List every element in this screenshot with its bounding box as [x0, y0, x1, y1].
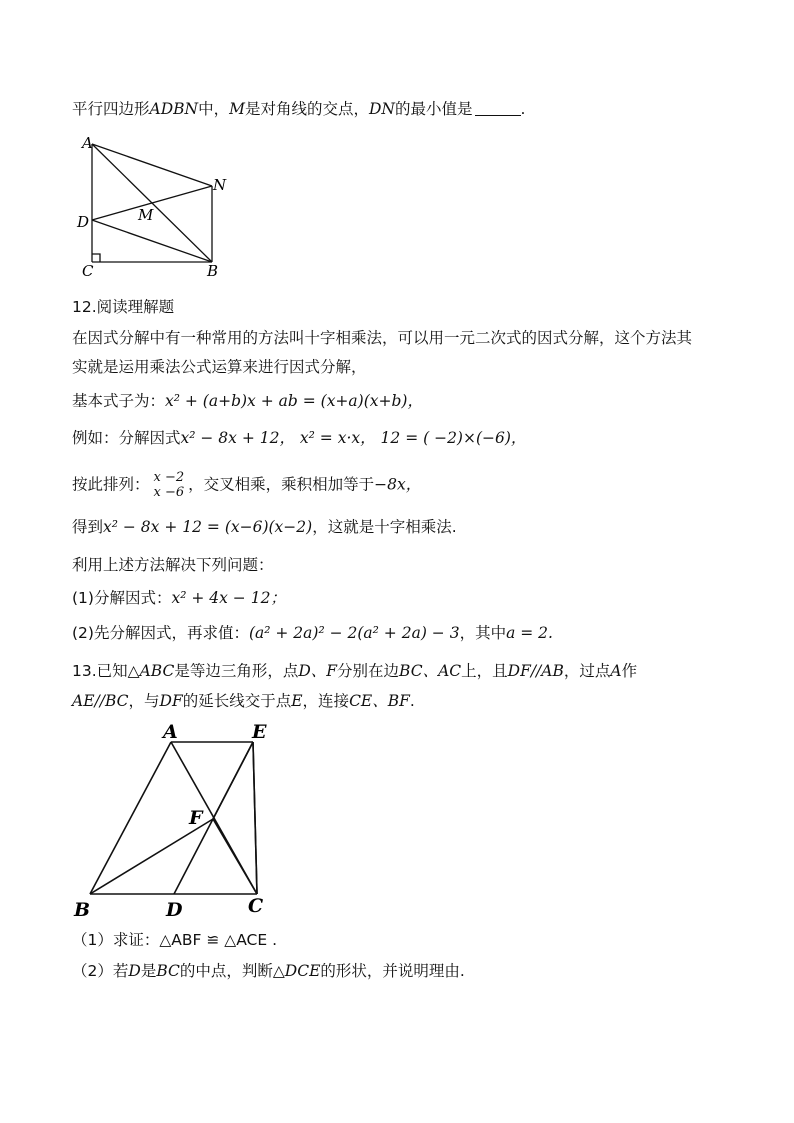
q13-text: 是等边三角形，点 [174, 662, 299, 680]
label-f: F [189, 807, 203, 829]
q12-result [72, 516, 457, 538]
q13-math: E [291, 692, 303, 710]
q13-math: △DCE [272, 962, 321, 980]
q11-shape: ADBN [149, 100, 199, 118]
label-a: A [163, 721, 178, 743]
q12-p1-expr: x² + 4x − 12； [171, 589, 286, 607]
q11-text-part: 是对角线的交点， [244, 100, 369, 118]
q13-math: A [610, 662, 622, 680]
label-b: B [74, 899, 91, 920]
q11-text-part: 的最小值是 [395, 100, 473, 118]
label-b: B [207, 262, 219, 280]
q13-figure [70, 720, 290, 920]
q12-intro-2: 实就是运用乘法公式运算来进行因式分解， [72, 358, 367, 376]
q12-p2-expr: (a² + 2a)² − 2(a² + 2a) − 3 [248, 624, 460, 642]
q11-figure [70, 130, 240, 280]
q11-text-part: 平行四边形 [72, 100, 150, 118]
q13-part1: （1）求证：△ABF ≌ △ACE . [72, 931, 277, 949]
q12-example [72, 427, 526, 449]
q13-text: 是 [140, 962, 157, 980]
q12-p2-label: (2)先分解因式，再求值： [72, 624, 249, 642]
q11-segment: DN [369, 100, 395, 118]
q13-line-2 [72, 690, 415, 712]
cross-diagram [154, 470, 185, 500]
q12-result-formula: x² − 8x + 12 = (x−6)(x−2) [103, 518, 313, 536]
q12-part1 [72, 587, 286, 609]
q13-text: 的延长线交于点 [182, 692, 292, 710]
q13-math: DF//AB [507, 662, 564, 680]
q12-basic-formula: x² + (a+b)x + ab = (x+a)(x+b)， [165, 392, 423, 410]
q13-text: 上，且 [461, 662, 508, 680]
q13-math: BC、AC [399, 662, 462, 680]
q13-math: △ABC [127, 662, 175, 680]
q13-text: ，连接 [302, 692, 350, 710]
q12-example-expr: x² − 8x + 12 [180, 429, 280, 447]
q13-text: 13.已知 [72, 662, 128, 680]
label-d: D [77, 213, 90, 231]
label-m: M [138, 206, 154, 224]
q12-intro-1: 在因式分解中有一种常用的方法叫十字相乘法，可以用一元二次式的因式分解，这个方法其 [72, 329, 693, 347]
q13-math: BC [156, 962, 180, 980]
q12-result-rest: ，这就是十字相乘法. [312, 518, 457, 536]
q12-p2-rest: ，其中 [459, 624, 507, 642]
label-c: C [82, 262, 94, 280]
q13-text: （2）若 [72, 962, 129, 980]
q13-text: ，过点 [563, 662, 611, 680]
q12-part2 [72, 622, 553, 644]
label-e: E [252, 721, 267, 743]
q13-text: ，与 [128, 692, 160, 710]
q13-text: 作 [621, 662, 638, 680]
q13-part2 [72, 960, 465, 982]
q11-text-part: 中， [198, 100, 230, 118]
q13-math: CE、BF [349, 692, 410, 710]
q12-example-label: 例如：分解因式 [72, 429, 181, 447]
cross-bottom: x −6 [153, 485, 185, 500]
label-a: A [82, 134, 93, 152]
label-c: C [248, 895, 264, 917]
q13-text: 分别在边 [337, 662, 400, 680]
q12-use: 利用上述方法解决下列问题： [72, 556, 274, 574]
q12-basic [72, 390, 423, 412]
q12-result-label: 得到 [72, 518, 104, 536]
label-d: D [166, 899, 183, 920]
q12-title: 12.阅读理解题 [72, 298, 175, 316]
q13-math: DF [159, 692, 183, 710]
q13-text: 的中点，判断 [179, 962, 273, 980]
q12-basic-label: 基本式子为： [72, 392, 166, 410]
q12-arrange-rest: ，交叉相乘，乘积相加等于 [188, 475, 375, 494]
q12-arrange [72, 470, 421, 500]
q13-math: D、F [298, 662, 338, 680]
answer-blank [475, 101, 521, 116]
cross-top: x −2 [153, 470, 185, 485]
q12-p2-val: a = 2. [506, 624, 553, 642]
label-n: N [213, 176, 227, 194]
q12-arrange-label: 按此排列： [72, 475, 150, 494]
q11-point-m: M [229, 100, 245, 118]
q13-line-1 [72, 660, 637, 682]
q12-arrange-val: −8x， [374, 475, 422, 494]
q12-example-rest: ， x² = x·x， 12 = ( −2)×(−6)， [279, 429, 527, 447]
q13-text: 的形状，并说明理由. [320, 962, 465, 980]
q13-text: . [409, 692, 415, 710]
q11-text [72, 98, 525, 120]
q12-p1-label: (1)分解因式： [72, 589, 172, 607]
q13-math: D [128, 962, 141, 980]
q13-math: AE//BC [72, 692, 129, 710]
q11-end: . [520, 100, 526, 118]
